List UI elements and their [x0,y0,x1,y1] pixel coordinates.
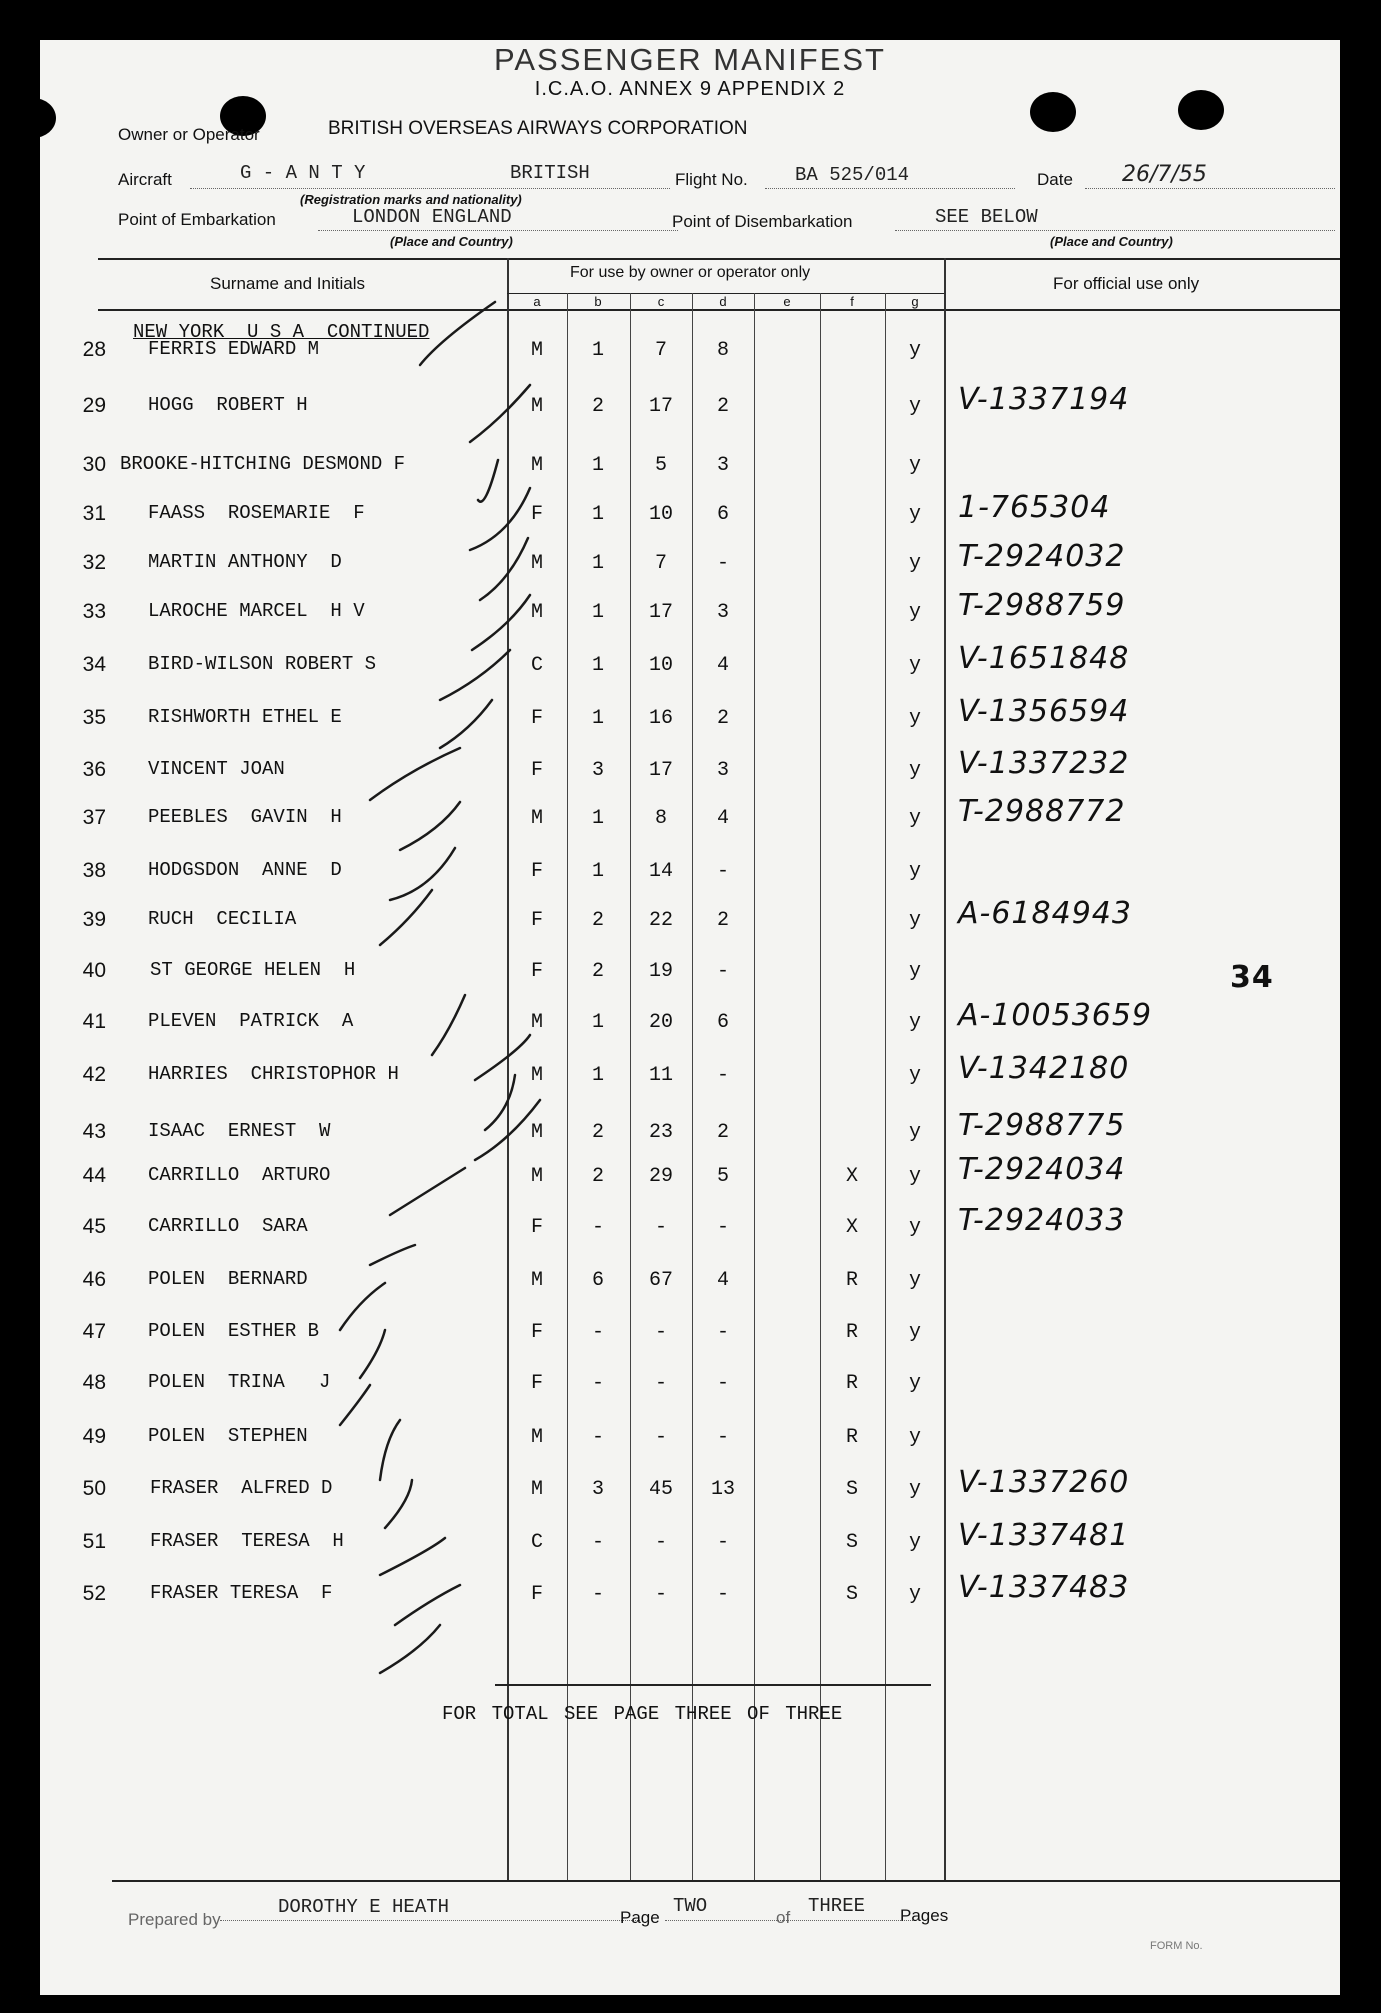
official-number: T-2924032 [958,539,1126,574]
check-mark-stroke [380,1420,400,1480]
cell-a: M [530,552,543,575]
cell-a: M [530,1478,543,1501]
row-number: 30 [82,453,106,476]
cell-g: y [908,339,921,362]
cell-c: 17 [648,601,673,624]
row-number: 28 [82,338,106,361]
passenger-name: POLEN BERNARD [148,1268,308,1290]
cell-f: R [845,1426,858,1449]
col-surname-header: Surname and Initials [210,274,365,293]
row-number: 39 [82,908,106,931]
cell-a: M [530,339,543,362]
pages-label: Pages [900,1906,949,1925]
official-number: 1-765304 [958,490,1111,525]
check-mark-stroke [475,1035,530,1080]
cell-a: F [530,503,543,526]
cell-b: 2 [591,960,604,983]
row-number: 49 [82,1425,106,1448]
cell-c: 8 [654,807,667,830]
cell-d: - [716,1372,729,1395]
cell-a: M [530,1165,543,1188]
page-value: TWO [673,1895,708,1917]
date-value: 26/7/55 [1122,162,1207,187]
cell-a: F [530,1372,543,1395]
page-label: Page [620,1908,660,1927]
check-mark-stroke [440,650,510,700]
passenger-name: FRASER ALFRED D [150,1477,333,1499]
cell-a: F [530,707,543,730]
cell-g: y [908,1269,921,1292]
of-label: of [776,1908,791,1927]
check-mark-stroke [380,1538,445,1575]
flight-value: BA 525/014 [795,164,910,186]
cell-c: - [654,1216,667,1239]
embarkation-note: (Place and Country) [390,234,513,249]
cell-c: - [654,1372,667,1395]
check-mark-stroke [395,1585,460,1625]
passenger-name: MARTIN ANTHONY D [148,551,342,573]
check-mark-stroke [478,460,498,502]
cell-g: y [908,654,921,677]
cell-c: - [654,1321,667,1344]
date-label: Date [1037,170,1073,189]
cell-f: X [845,1216,858,1239]
passenger-name: ISAAC ERNEST W [148,1120,331,1142]
row-number: 31 [82,502,106,525]
cell-d: 5 [716,1165,729,1188]
aircraft-value: G - A N T Y [240,162,366,184]
col-owner-header: For use by owner or operator only [570,264,811,281]
cell-c: 10 [648,654,673,677]
cell-c: 14 [648,860,673,883]
cell-d: 2 [716,395,729,418]
subcol-letter-d: d [719,294,727,309]
cell-b: - [591,1216,604,1239]
cell-a: F [530,860,543,883]
subcol-letter-e: e [783,294,791,309]
cell-f: R [845,1321,858,1344]
cell-d: - [716,1426,729,1449]
official-number: T-2924033 [958,1203,1126,1238]
cell-d: 6 [716,503,729,526]
official-number: V-1337232 [958,746,1130,781]
passenger-name: CARRILLO ARTURO [148,1164,331,1186]
row-number: 36 [82,758,106,781]
passenger-name: RISHWORTH ETHEL E [148,706,342,728]
check-mark-stroke [480,538,528,600]
check-mark-stroke [380,1625,440,1673]
cell-g: y [908,807,921,830]
cell-c: 16 [648,707,673,730]
cell-g: y [908,1165,921,1188]
col-official-header: For official use only [1053,274,1200,293]
cell-d: - [716,1064,729,1087]
registration-note: (Registration marks and nationality) [300,192,522,207]
prepared-label: Prepared by [128,1910,221,1929]
cell-c: 17 [648,759,673,782]
official-number: V-1651848 [958,641,1130,676]
cell-b: - [591,1583,604,1606]
cell-g: y [908,1426,921,1449]
cell-f: R [845,1372,858,1395]
check-mark-stroke [340,1385,370,1425]
cell-d: 8 [716,339,729,362]
cell-d: - [716,1216,729,1239]
cell-d: 2 [716,909,729,932]
row-number: 37 [82,806,106,829]
row-number: 35 [82,706,106,729]
cell-c: 5 [654,454,667,477]
check-mark-stroke [380,890,432,945]
cell-g: y [908,454,921,477]
cell-d: 6 [716,1011,729,1034]
cell-g: y [908,1216,921,1239]
cell-d: - [716,1583,729,1606]
cell-a: M [530,454,543,477]
passenger-name: POLEN STEPHEN [148,1425,308,1447]
cell-b: 6 [591,1269,604,1292]
official-number: V-1337260 [958,1465,1130,1500]
cell-b: 2 [591,1165,604,1188]
passenger-name: RUCH CECILIA [148,908,297,930]
owner-value: BRITISH OVERSEAS AIRWAYS CORPORATION [328,118,748,139]
section-heading: NEW YORK U S A CONTINUED [133,321,430,343]
cell-a: F [530,1583,543,1606]
cell-c: - [654,1426,667,1449]
row-number: 52 [82,1582,106,1605]
passenger-name: POLEN TRINA J [148,1371,331,1393]
official-number: V-1337194 [958,382,1130,417]
cell-c: 17 [648,395,673,418]
check-mark-stroke [432,995,465,1055]
disembarkation-note: (Place and Country) [1050,234,1173,249]
cell-b: 1 [591,339,604,362]
subcol-letter-f: f [850,294,854,309]
cell-d: 3 [716,454,729,477]
cell-g: y [908,1583,921,1606]
passenger-name: POLEN ESTHER B [148,1320,320,1342]
check-mark-stroke [470,385,530,442]
passenger-name: FERRIS EDWARD M [148,338,320,360]
cell-b: - [591,1321,604,1344]
row-number: 51 [82,1530,106,1553]
form-number: FORM No. [1150,1940,1203,1952]
cell-g: y [908,601,921,624]
cell-f: X [845,1165,858,1188]
cell-d: 13 [710,1478,735,1501]
row-number: 34 [82,653,106,676]
cell-g: y [908,1121,921,1144]
official-number: A-6184943 [958,896,1132,931]
passenger-name: CARRILLO SARA [148,1215,308,1237]
cell-c: 11 [648,1064,673,1087]
passenger-name: LAROCHE MARCEL H V [148,600,365,622]
subcol-letter-g: g [911,294,919,309]
cell-g: y [908,552,921,575]
disembarkation-label: Point of Disembarkation [672,212,853,231]
check-mark-stroke [470,488,530,550]
cell-d: - [716,960,729,983]
row-number: 44 [82,1164,106,1187]
cell-d: 3 [716,759,729,782]
passenger-name: BIRD-WILSON ROBERT S [148,653,377,675]
passenger-name: FAASS ROSEMARIE F [148,502,365,524]
row-number: 48 [82,1371,106,1394]
cell-d: - [716,552,729,575]
of-value: THREE [808,1895,866,1917]
cell-c: 10 [648,503,673,526]
check-mark-stroke [370,748,460,800]
passenger-name: HODGSDON ANNE D [148,859,342,881]
cell-d: - [716,1321,729,1344]
cell-d: 4 [716,1269,729,1292]
passenger-name: PLEVEN PATRICK A [148,1010,354,1032]
cell-f: S [845,1478,858,1501]
row-number: 43 [82,1120,106,1143]
cell-a: M [530,395,543,418]
manifest-sheet [40,40,1340,1995]
cell-f: R [845,1269,858,1292]
cell-a: M [530,1426,543,1449]
check-mark-stroke [472,595,530,650]
check-mark-stroke [440,700,492,748]
cell-c: 20 [648,1011,673,1034]
prepared-value: DOROTHY E HEATH [278,1896,450,1918]
cell-b: 1 [591,552,604,575]
check-mark-stroke [420,302,495,365]
cell-b: - [591,1426,604,1449]
cell-d: 4 [716,807,729,830]
cell-f: S [845,1531,858,1554]
cell-g: y [908,759,921,782]
check-mark-stroke [360,1330,385,1378]
row-number: 41 [82,1010,106,1033]
passenger-name: VINCENT JOAN [148,758,285,780]
cell-a: F [530,1216,543,1239]
manifest-title: PASSENGER MANIFEST [494,42,886,77]
cell-d: - [716,860,729,883]
cell-b: 3 [591,759,604,782]
aircraft-label: Aircraft [118,170,172,189]
cell-c: 23 [648,1121,673,1144]
subcol-letter-a: a [533,294,541,309]
cell-g: y [908,1064,921,1087]
official-number: A-10053659 [958,998,1153,1033]
official-number: V-1356594 [958,694,1130,729]
check-mark-stroke [385,1480,412,1528]
cell-c: 19 [648,960,673,983]
manifest-subtitle: I.C.A.O. ANNEX 9 APPENDIX 2 [534,78,846,100]
row-number: 47 [82,1320,106,1343]
cell-g: y [908,960,921,983]
official-number: T-2924034 [958,1152,1126,1187]
cell-b: 1 [591,807,604,830]
cell-d: 2 [716,1121,729,1144]
cell-b: 1 [591,1064,604,1087]
cell-b: 1 [591,454,604,477]
row-number: 46 [82,1268,106,1291]
cell-a: F [530,759,543,782]
official-number: T-2988772 [958,794,1126,829]
row-number: 33 [82,600,106,623]
cell-a: M [530,807,543,830]
row-number: 40 [82,959,106,982]
cell-d: 3 [716,601,729,624]
row-number: 29 [82,394,106,417]
check-mark-stroke [390,848,455,900]
cell-a: C [530,654,543,677]
cell-g: y [908,1478,921,1501]
check-mark-stroke [400,802,460,850]
cell-a: M [530,601,543,624]
subcol-letter-c: c [657,294,665,309]
cell-c: 22 [648,909,673,932]
passenger-name: PEEBLES GAVIN H [148,806,342,828]
official-number: V-1337481 [958,1518,1130,1553]
cell-c: 67 [648,1269,673,1292]
owner-label: Owner or Operator [118,125,260,144]
cell-g: y [908,503,921,526]
cell-c: 7 [654,552,667,575]
subcol-letter-b: b [594,294,602,309]
cell-a: M [530,1121,543,1144]
cell-c: 7 [654,339,667,362]
cell-b: 2 [591,1121,604,1144]
cell-b: 2 [591,909,604,932]
cell-g: y [908,909,921,932]
passenger-name: FRASER TERESA F [150,1582,333,1604]
cell-d: 4 [716,654,729,677]
row-number: 38 [82,859,106,882]
total-note: FOR TOTAL SEE PAGE THREE OF THREE [442,1703,843,1725]
cell-g: y [908,1321,921,1344]
cell-g: y [908,1531,921,1554]
passenger-name: HOGG ROBERT H [148,394,308,416]
cell-g: y [908,860,921,883]
row-number: 32 [82,551,106,574]
embarkation-value: LONDON ENGLAND [352,206,512,228]
cell-g: y [908,1372,921,1395]
cell-b: 2 [591,395,604,418]
check-mark-stroke [340,1283,385,1330]
passenger-name: ST GEORGE HELEN H [150,959,356,981]
cell-d: 2 [716,707,729,730]
cell-f: S [845,1583,858,1606]
cell-b: - [591,1531,604,1554]
cell-b: 1 [591,1011,604,1034]
passenger-name: BROOKE-HITCHING DESMOND F [120,453,406,475]
cell-b: 1 [591,601,604,624]
cell-g: y [908,707,921,730]
cell-c: 29 [648,1165,673,1188]
cell-b: - [591,1372,604,1395]
side-note: 34 [1230,960,1274,995]
official-number: T-2988759 [958,588,1126,623]
cell-a: M [530,1064,543,1087]
cell-b: 3 [591,1478,604,1501]
official-number: V-1337483 [958,1570,1130,1605]
cell-a: C [530,1531,543,1554]
check-mark-stroke [485,1075,515,1130]
embarkation-label: Point of Embarkation [118,210,276,229]
row-number: 50 [82,1477,106,1500]
cell-d: - [716,1531,729,1554]
check-marks [40,40,1340,1995]
cell-c: - [654,1531,667,1554]
cell-b: 1 [591,860,604,883]
cell-a: M [530,1269,543,1292]
row-number: 42 [82,1063,106,1086]
passenger-name: HARRIES CHRISTOPHOR H [148,1063,399,1085]
official-number: V-1342180 [958,1051,1130,1086]
cell-a: M [530,1011,543,1034]
cell-a: F [530,1321,543,1344]
cell-a: F [530,960,543,983]
cell-g: y [908,1011,921,1034]
flight-label: Flight No. [675,170,748,189]
cell-b: 1 [591,503,604,526]
cell-b: 1 [591,707,604,730]
row-number: 45 [82,1215,106,1238]
nationality-value: BRITISH [510,162,590,184]
cell-c: - [654,1583,667,1606]
cell-b: 1 [591,654,604,677]
check-mark-stroke [390,1168,465,1215]
official-number: T-2988775 [958,1108,1126,1143]
disembarkation-value: SEE BELOW [935,206,1038,228]
cell-a: F [530,909,543,932]
cell-g: y [908,395,921,418]
cell-c: 45 [648,1478,673,1501]
check-mark-stroke [370,1245,415,1265]
passenger-name: FRASER TERESA H [150,1530,344,1552]
